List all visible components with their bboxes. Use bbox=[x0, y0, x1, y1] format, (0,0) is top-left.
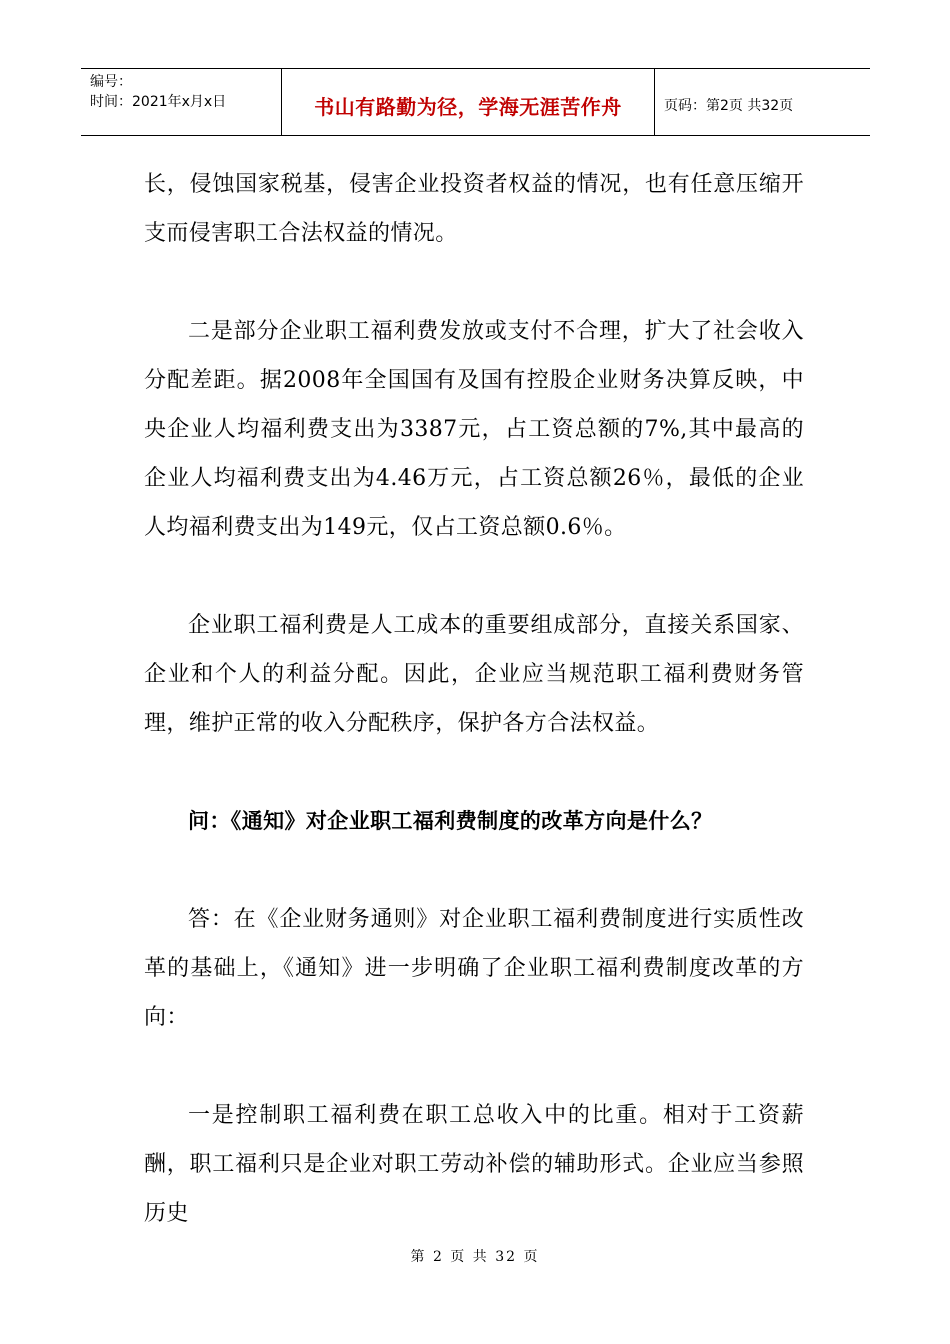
paragraph-gap bbox=[144, 258, 804, 307]
answer-paragraph: 答：在《企业财务通则》对企业职工福利费制度进行实质性改革的基础上，《通知》进一步明确了企业职工福利费制度改革的方向： bbox=[144, 907, 804, 1030]
number-label: 编号： bbox=[90, 74, 132, 90]
paragraph-second-point: 二是部分企业职工福利费发放或支付不合理，扩大了社会收入分配差距。据2008年全国国有及国有控股企业财务决算反映，中央企业人均福利费支出为3387元，占工资总额的7%,其中最高的企业人均福利费支出为4.46万元，占工资总额26％，最低的企业人均福利费支出为149元，仅占工资总额0.6％。 bbox=[144, 319, 804, 540]
paragraph-first-point: 一是控制职工福利费在职工总收入中的比重。相对于工资薪酬，职工福利只是企业对职工劳动补偿的辅助形式。企业应当参照历史 bbox=[144, 1103, 804, 1226]
paragraph-summary: 企业职工福利费是人工成本的重要组成部分，直接关系国家、企业和个人的利益分配。因此，企业应当规范职工福利费财务管理，维护正常的收入分配秩序，保护各方合法权益。 bbox=[144, 613, 804, 736]
paragraph-gap bbox=[144, 846, 804, 895]
page-footer: 第 2 页 共 32 页 bbox=[410, 1249, 540, 1265]
header-meta bbox=[81, 69, 282, 135]
question-heading: 问：《通知》对企业职工福利费制度的改革方向是什么？ bbox=[188, 809, 713, 833]
paragraph-gap bbox=[144, 1042, 804, 1091]
paragraph-gap bbox=[144, 748, 804, 797]
time-label: 时间：2021年x月x日 bbox=[90, 94, 227, 110]
header-page-cell bbox=[655, 69, 870, 135]
page-info: 页码：第2页 共32页 bbox=[664, 98, 794, 114]
paragraph-gap bbox=[144, 552, 804, 601]
header-motto-cell bbox=[282, 69, 655, 135]
motto-text: 书山有路勤为径，学海无涯苦作舟 bbox=[314, 94, 622, 119]
document-body bbox=[144, 160, 804, 1238]
paragraph-continuation: 长，侵蚀国家税基，侵害企业投资者权益的情况，也有任意压缩开支而侵害职工合法权益的情况。 bbox=[144, 172, 804, 246]
page-header bbox=[81, 68, 870, 136]
